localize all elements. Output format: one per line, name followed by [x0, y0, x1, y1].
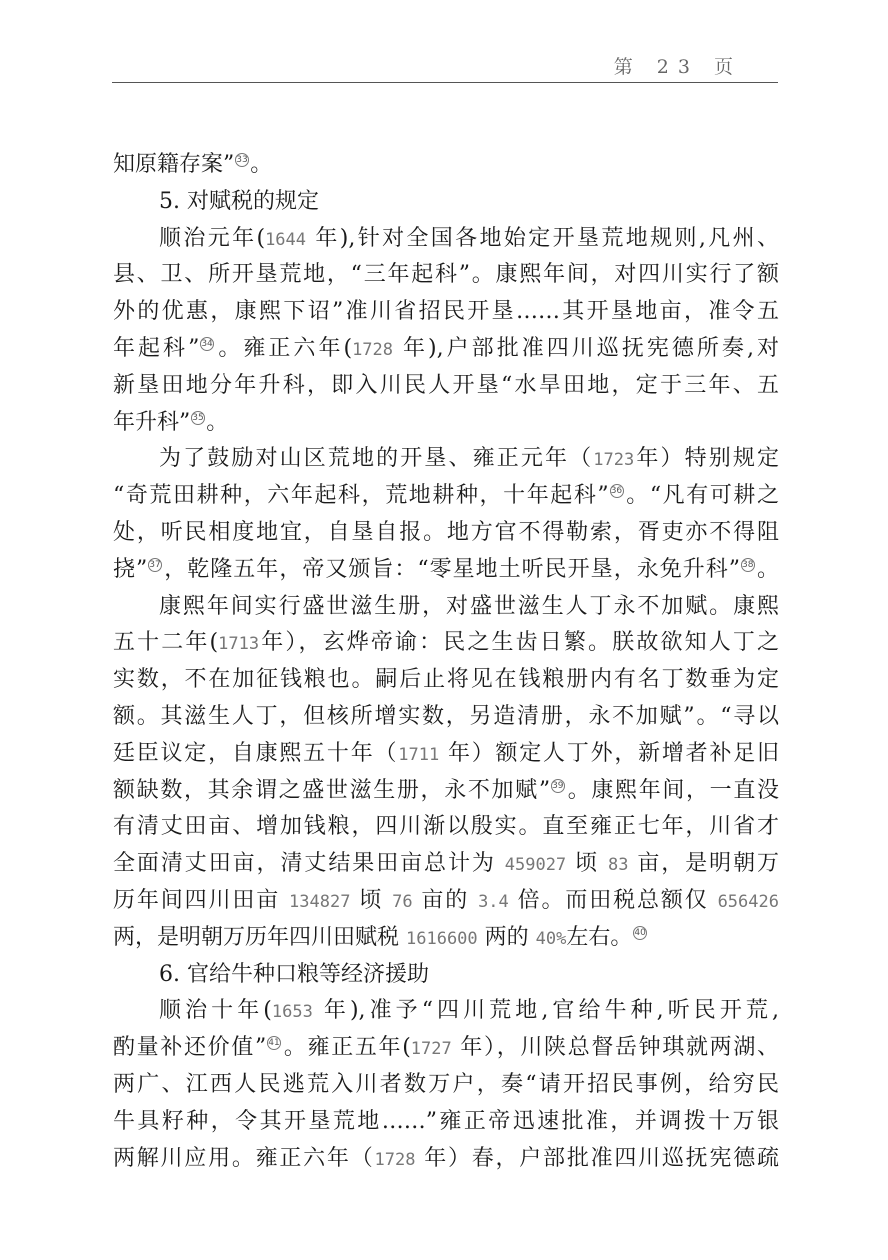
- text-line: 两解川应用。雍正六年（1728 年）春，户部批准四川巡抚宪德疏: [113, 1145, 779, 1171]
- text-line: 牛具籽种，令其开垦荒地……”雍正帝迅速批准，并调拨十万银: [113, 1108, 779, 1134]
- text-line: 年升科” 35 。: [113, 409, 229, 435]
- text-line: 新垦田地分年升科，即入川民人开垦“水旱田地，定于三年、五: [113, 372, 779, 398]
- footnote-marker: 41: [268, 1038, 280, 1049]
- document-body: [113, 147, 779, 1177]
- text-line: 知原籍存案” 33 。: [113, 152, 273, 177]
- text-line: 有清丈田亩、增加钱粮，四川渐以殷实。直至雍正七年，川省才: [113, 814, 779, 840]
- footnote-marker: 37: [149, 559, 161, 570]
- footnote-marker: 39: [552, 780, 564, 791]
- text-line: “奇荒田耕种，六年起科，荒地耕种，十年起科” 36 。“凡有可耕之: [113, 483, 779, 509]
- text-line: 额。其滋生人丁，但核所增实数，另造清册，永不加赋”。“寻以: [113, 703, 779, 729]
- text-line: 两，是明朝万历年四川田赋税 1616600 两的 40%左右。 40: [113, 924, 646, 950]
- text-line: 康熙年间实行盛世滋生册，对盛世滋生人丁永不加赋。康熙: [159, 593, 779, 619]
- text-line: 县、卫、所开垦荒地，“三年起科”。康熙年间，对四川实行了额: [113, 262, 779, 288]
- footnote-marker: 36: [610, 486, 623, 497]
- footnote-marker: 33: [236, 155, 248, 165]
- text-line: 顺治十年(1653 年),准予“四川荒地,官给牛种,听民开荒,: [159, 998, 779, 1024]
- text-line: 外的优惠，康熙下诏”准川省招民开垦……其开垦地亩，准令五: [113, 299, 779, 325]
- section-heading: 6. 官给牛种口粮等经济援助: [159, 961, 429, 987]
- page-header: [112, 40, 778, 83]
- text-line: 年起科” 34 。雍正六年(1728 年),户部批准四川巡抚宪德所奏,对: [113, 335, 779, 361]
- footnote-marker: 38: [741, 559, 754, 570]
- text-line: 酌量补还价值” 41 。雍正五年(1727 年），川陕总督岳钟琪就两湖、: [113, 1035, 779, 1061]
- text-line: 历年间四川田亩 134827 顷 76 亩的 3.4 倍。而田税总额仅 656426: [113, 887, 779, 913]
- text-line: 顺治元年(1644 年),针对全国各地始定开垦荒地规则,凡州、: [159, 225, 779, 251]
- text-line: 实数，不在加征钱粮也。嗣后止将见在钱粮册内有名丁数垂为定: [113, 667, 779, 693]
- footnote-marker: 40: [634, 927, 646, 938]
- footnote-marker: 35: [192, 412, 204, 423]
- section-heading: 5. 对赋税的规定: [159, 188, 319, 214]
- page-number: 第 23 页: [613, 56, 742, 78]
- text-line: 五十二年(1713年），玄烨帝谕：民之生齿日繁。朕故欲知人丁之: [113, 630, 779, 656]
- text-line: 处，听民相度地宜，自垦自报。地方官不得勒索，胥吏亦不得阻: [113, 519, 779, 545]
- text-line: 两广、江西人民逃荒入川者数万户，奏“请开招民事例，给穷民: [113, 1071, 779, 1097]
- text-line: 额缺数，其余谓之盛世滋生册，永不加赋” 39 。康熙年间，一直没: [113, 777, 779, 803]
- footnote-marker: 34: [201, 338, 213, 349]
- text-line: 为了鼓励对山区荒地的开垦、雍正元年（1723年）特别规定: [159, 446, 779, 472]
- text-line: 挠” 37 ，乾隆五年，帝又颁旨：“零星地土听民开垦，永免升科” 38 。: [113, 556, 779, 582]
- text-line: 廷臣议定，自康熙五十年（1711 年）额定人丁外，新增者补足旧: [113, 740, 779, 766]
- text-line: 全面清丈田亩，清丈结果田亩总计为 459027 顷 83 亩，是明朝万: [113, 851, 779, 877]
